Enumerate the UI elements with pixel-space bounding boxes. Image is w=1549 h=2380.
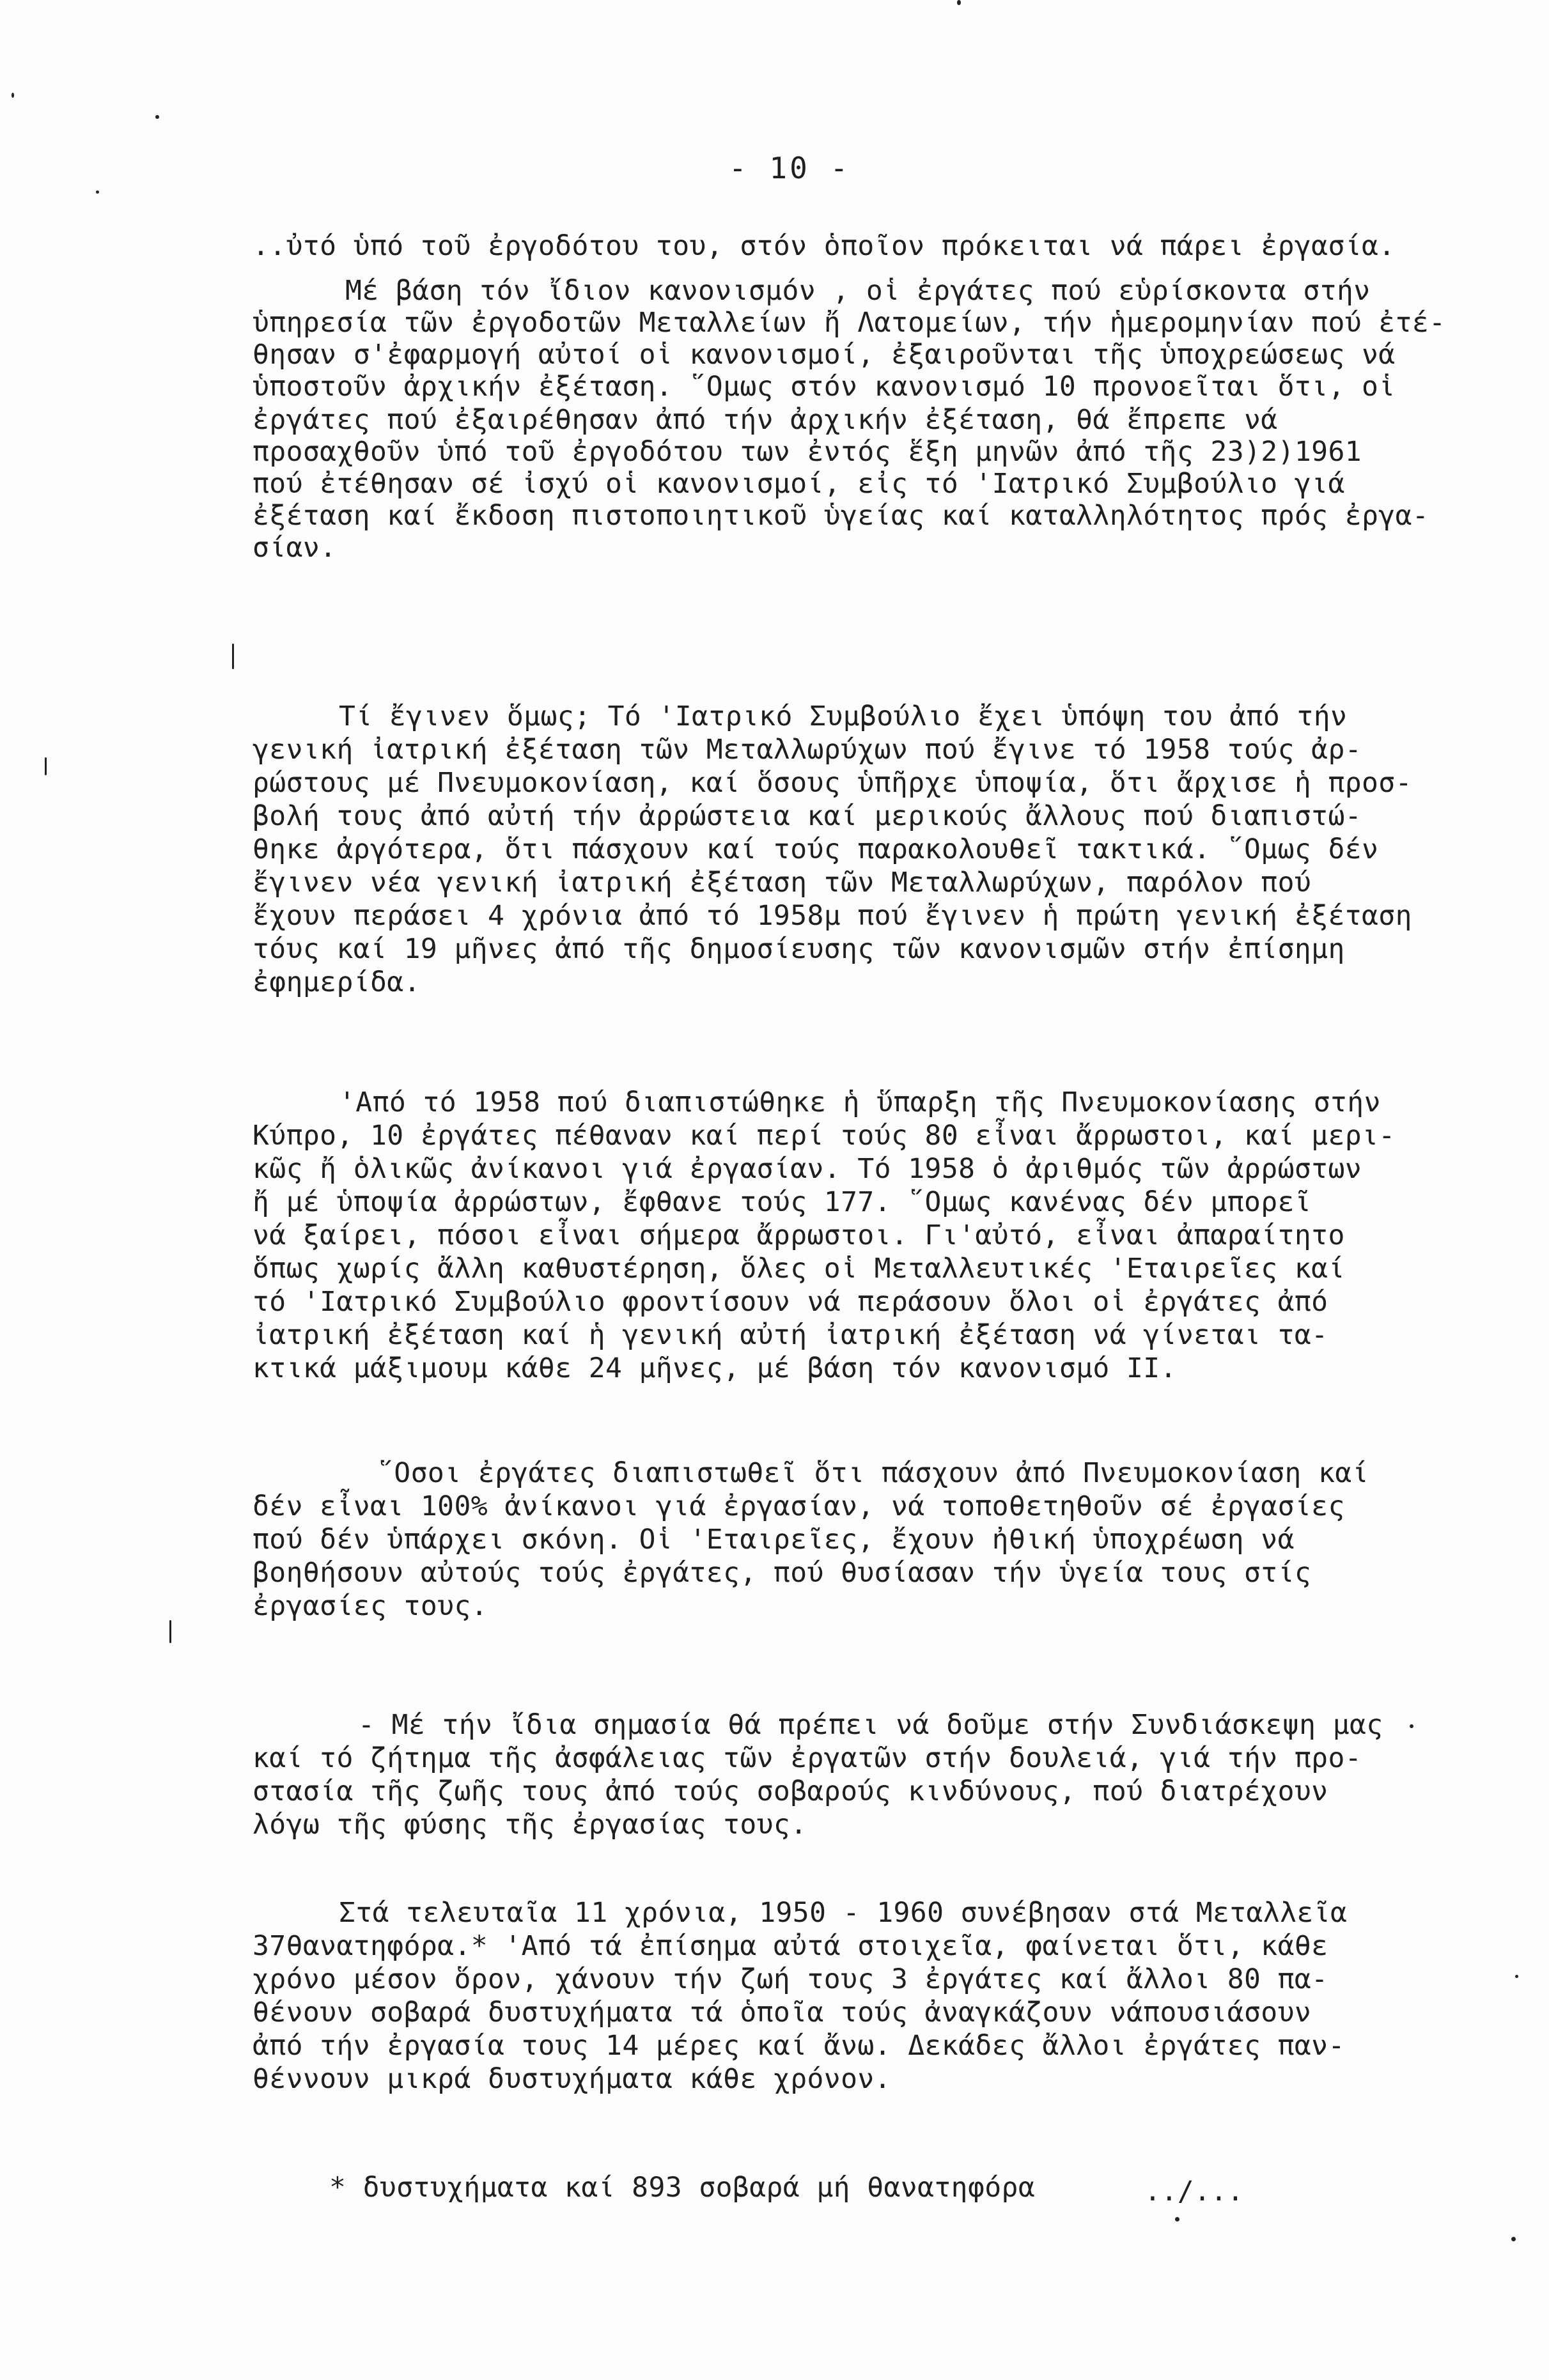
text-line: τό 'Ιατρικό Συμβούλιο φροντίσουν νά περάσουν ὅλοι οἱ ἐργάτες ἀπό xyxy=(253,1286,1328,1318)
text-line: ἔγινεν νέα γενική ἰατρική ἐξέταση τῶν Μεταλλωρύχων, παρόλον πού xyxy=(253,867,1312,899)
text-line: βοηθήσουν αὐτούς τούς ἐργάτες, πού θυσίασαν τήν ὑγεία τους στίς xyxy=(253,1557,1312,1589)
text-line: 'Από τό 1958 πού διαπιστώθηκε ἡ ὕπαρξη τῆς Πνευμοκονίασης στήν xyxy=(339,1086,1381,1118)
text-line: ἤ μέ ὑποψία ἀρρώστων, ἔφθανε τούς 177. ῞Ομως κανένας δέν μπορεῖ xyxy=(253,1186,1312,1218)
scan-speck xyxy=(12,93,14,98)
footnote: * δυστυχήματα καί 893 σοβαρά μή θανατηφόρα xyxy=(329,2172,1036,2204)
text-line: κτικά μάξιμουμ κάθε 24 μῆνες, μέ βάση τόν κανονισμό ΙΙ. xyxy=(253,1352,1177,1384)
text-line: ἐργασίες τους. xyxy=(253,1590,488,1622)
text-line: ..ὐτό ὑπό τοῦ ἐργοδότου του, στόν ὁποῖον πρόκειται νά πάρει ἐργασία. xyxy=(253,230,1396,262)
text-line: πού δέν ὑπάρχει σκόνη. Οἱ 'Εταιρεῖες, ἔχουν ἠθική ὑποχρέωση νά xyxy=(253,1524,1295,1556)
text-line: θέννουν μικρά δυστυχήματα κάθε χρόνον. xyxy=(253,2063,891,2095)
text-line: ἐφημερίδα. xyxy=(253,966,421,998)
text-line: ἔχουν περάσει 4 χρόνια ἀπό τό 1958μ πού ἔγινεν ἡ πρώτη γενική ἐξέταση xyxy=(253,900,1412,932)
scan-speck xyxy=(96,190,99,194)
continuation-marker: ../... xyxy=(1144,2175,1244,2207)
scan-speck xyxy=(232,644,234,669)
text-line: Μέ βάση τόν ἴδιον κανονισμόν , οἱ ἐργάτες πού εὑρίσκοντα στήν xyxy=(345,275,1371,307)
text-line: ὅπως χωρίς ἄλλη καθυστέρηση, ὅλες οἱ Μεταλλευτικές 'Εταιρεῖες καί xyxy=(253,1253,1345,1285)
text-line: στασία τῆς ζωῆς τους ἀπό τούς σοβαρούς κινδύνους, πού διατρέχουν xyxy=(253,1775,1328,1807)
text-line: θένουν σοβαρά δυστυχήματα τά ὁποῖα τούς ἀναγκάζουν νάπουσιάσουν xyxy=(253,1997,1312,2028)
text-line: σίαν. xyxy=(253,532,337,564)
text-line: δέν εἶναι 100% ἀνίκανοι γιά ἐργασίαν, νά τοποθετηθοῦν σέ ἐργασίες xyxy=(253,1490,1345,1522)
scan-speck xyxy=(1175,2217,1179,2222)
text-line: θηκε ἀργότερα, ὅτι πάσχουν καί τούς παρακολουθεῖ τακτικά. ῞Ομως δέν xyxy=(253,833,1379,865)
text-line: Τί ἔγινεν ὅμως; Τό 'Ιατρικό Συμβούλιο ἔχει ὑπόψη του ἀπό τήν xyxy=(339,700,1348,732)
scan-speck xyxy=(1515,1975,1518,1978)
scan-speck xyxy=(169,1620,171,1643)
text-line: γενική ἰατρική ἐξέταση τῶν Μεταλλωρύχων πού ἔγινε τό 1958 τούς ἀρ- xyxy=(253,734,1362,766)
text-line: λόγω τῆς φύσης τῆς ἐργασίας τους. xyxy=(253,1809,807,1841)
scan-speck xyxy=(957,0,961,5)
text-line: 37θανατηφόρα.* 'Από τά ἐπίσημα αὐτά στοιχεῖα, φαίνεται ὅτι, κάθε xyxy=(253,1930,1328,1962)
text-line: ῞Οσοι ἐργάτες διαπιστωθεῖ ὅτι πάσχουν ἀπό Πνευμοκονίαση καί xyxy=(377,1457,1369,1489)
text-line: τόυς καί 19 μῆνες ἀπό τῆς δημοσίευσης τῶν κανονισμῶν στήν ἐπίσημη xyxy=(253,933,1345,965)
text-line: ἰατρική ἐξέταση καί ἡ γενική αὐτή ἰατρική ἐξέταση νά γίνεται τα- xyxy=(253,1319,1328,1351)
text-line: ὑποστοῦν ἀρχικήν ἐξέταση. ῞Ομως στόν κανονισμό 10 προνοεῖται ὅτι, οἱ xyxy=(253,371,1396,403)
text-line: βολή τους ἀπό αὐτή τήν ἀρρώστεια καί μερικούς ἄλλους πού διαπιστώ- xyxy=(253,800,1362,832)
text-line: ἐξέταση καί ἔκδοση πιστοποιητικοῦ ὑγείας καί καταλληλότητος πρός ἐργα- xyxy=(253,500,1429,532)
scan-speck xyxy=(1511,2237,1516,2241)
text-line: ἐργάτες πού ἐξαιρέθησαν ἀπό τήν ἀρχικήν ἐξέταση, θά ἔπρεπε νά xyxy=(253,404,1278,436)
text-line: Κύπρο, 10 ἐργάτες πέθαναν καί περί τούς 80 εἶναι ἄρρωστοι, καί μερι- xyxy=(253,1120,1396,1152)
text-line: - Μέ τήν ἴδια σημασία θά πρέπει νά δοῦμε στήν Συνδιάσκεψη μας xyxy=(358,1709,1383,1741)
text-line: καί τό ζήτημα τῆς ἀσφάλειας τῶν ἐργατῶν στήν δουλειά, γιά τήν προ- xyxy=(253,1742,1362,1774)
scan-speck xyxy=(45,757,47,775)
text-line: ἀπό τήν ἐργασία τους 14 μέρες καί ἄνω. Δεκάδες ἄλλοι ἐργάτες παν- xyxy=(253,2030,1345,2062)
text-line: κῶς ἤ ὁλικῶς ἀνίκανοι γιά ἐργασίαν. Τό 1958 ὁ ἀριθμός τῶν ἀρρώστων xyxy=(253,1153,1362,1185)
text-line: Στά τελευταῖα 11 χρόνια, 1950 - 1960 συνέβησαν στά Μεταλλεῖα xyxy=(339,1897,1348,1929)
page-number: - 10 - xyxy=(729,151,851,185)
scan-speck xyxy=(155,115,159,119)
text-line: προσαχθοῦν ὑπό τοῦ ἐργοδότου των ἐντός ἕξη μηνῶν ἀπό τῆς 23)2)1961 xyxy=(253,436,1362,468)
scan-speck xyxy=(1410,1724,1413,1728)
text-line: ὑπηρεσία τῶν ἐργοδοτῶν Μεταλλείων ἤ Λατομείων, τήν ἡμερομηνίαν πού ἐτέ- xyxy=(253,307,1446,339)
text-line: πού ἐτέθησαν σέ ἰσχύ οἱ κανονισμοί, εἰς τό 'Ιατρικό Συμβούλιο γιά xyxy=(253,468,1345,500)
text-line: θησαν σ'ἐφαρμογή αὐτοί οἱ κανονισμοί, ἐξαιροῦνται τῆς ὑποχρεώσεως νά xyxy=(253,339,1396,371)
text-line: νά ξαίρει, πόσοι εἶναι σήμερα ἄρρωστοι. Γι'αὐτό, εἶναι ἀπαραίτητο xyxy=(253,1219,1345,1251)
text-line: ρώστους μέ Πνευμοκονίαση, καί ὅσους ὑπῆρχε ὑποψία, ὅτι ἄρχισε ἡ προσ- xyxy=(253,767,1412,799)
text-line: χρόνο μέσον ὅρον, χάνουν τήν ζωή τους 3 ἐργάτες καί ἄλλοι 80 πα- xyxy=(253,1963,1328,1995)
